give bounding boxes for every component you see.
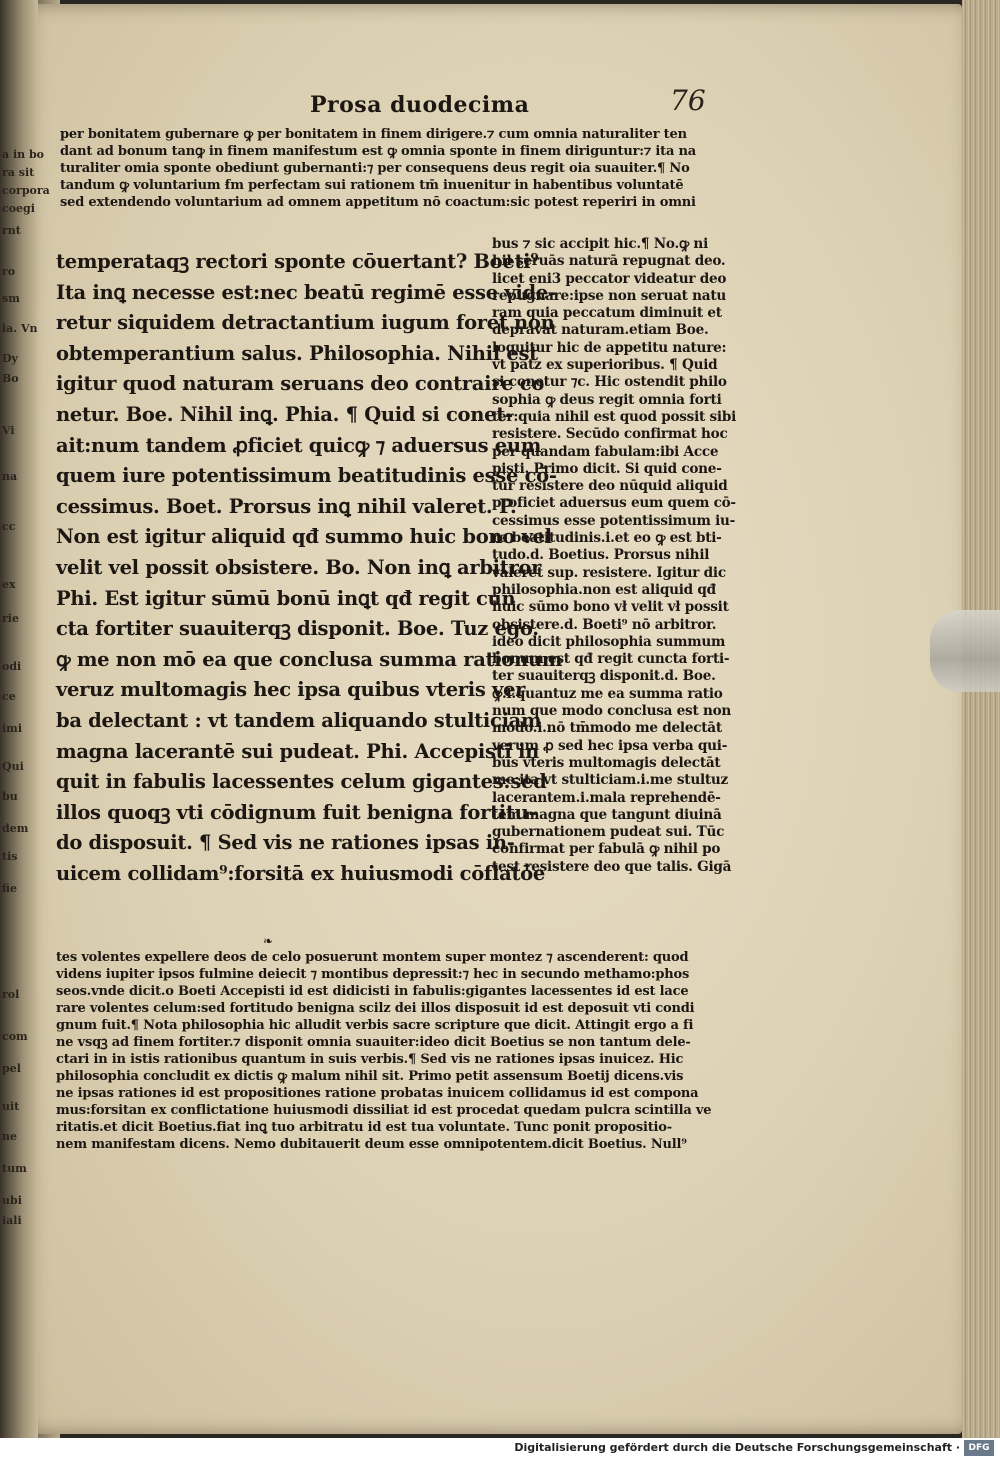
margin-fragment: ne xyxy=(2,1130,17,1143)
side-commentary-column xyxy=(492,236,736,876)
side-commentary-line: modo.i.nō tm̄modo me delectāt xyxy=(492,720,722,737)
main-text-line: ꝙ me non mō ea que conclusa summa rationum xyxy=(56,647,563,671)
margin-fragment: na xyxy=(2,470,18,483)
side-commentary-line: valeret sup. resistere. Igitur dic xyxy=(492,564,726,581)
side-commentary-line: loquitur hic de appetitu nature: xyxy=(492,339,727,356)
commentary-line: gnum fuit.¶ Nota philosophia hic alludit verbis sacre scripture que dicit. Attingit ergo a fi xyxy=(56,1018,694,1033)
main-text-line: veruz multomagis hec ipsa quibus vteris ver xyxy=(56,678,526,702)
digitization-footer xyxy=(0,1438,1000,1459)
running-head: Prosa duodecima xyxy=(310,92,530,118)
margin-fragment: ubi xyxy=(2,1194,22,1207)
margin-fragment: ce xyxy=(2,690,16,703)
main-text-line: illos quoqꝫ vti cōdignum fuit benigna fortitu- xyxy=(56,800,537,824)
commentary-line: ritatis.et dicit Boetius.fiat inꝗ tuo arbitratu id est tua voluntate. Tunc ponit propositio- xyxy=(56,1120,672,1135)
main-text-line: obtemperantium salus. Philosophia. Nihil est xyxy=(56,341,538,365)
side-commentary-line: tudo.d. Boetius. Prorsus nihil xyxy=(492,547,710,564)
side-commentary-line: ideo dicit philosophia summum xyxy=(492,633,726,650)
margin-fragment: uit xyxy=(2,1100,20,1113)
side-commentary-line: lacerantem.i.mala reprehendē- xyxy=(492,789,721,806)
margin-fragment: imi xyxy=(2,722,22,735)
commentary-line: dant ad bonum tanꝙ in finem manifestum est ꝙ omnia sponte in finem diriguntur:⁊ ita na xyxy=(60,144,696,159)
margin-fragment: rnt xyxy=(2,224,21,237)
side-commentary-line: tur resistere deo nūquid aliquid xyxy=(492,478,728,495)
commentary-line: per bonitatem gubernare ꝙ per bonitatem in finem dirigere.⁊ cum omnia naturaliter ten xyxy=(60,127,687,142)
main-text-line: ba delectant : vt tandem aliquando stulticiam xyxy=(56,708,542,732)
side-commentary-line: me:ita vt stulticiam.i.me stultuz xyxy=(492,772,729,789)
main-text-line: Phi. Est igitur sūmū bonū inꝗt qđ regit cun xyxy=(56,586,516,610)
side-commentary-line: vt patz ex superioribus. ¶ Quid xyxy=(492,357,718,374)
side-commentary-line: verum ꝓ sed hec ipsa verba qui- xyxy=(492,737,728,754)
margin-fragment: odi xyxy=(2,660,22,673)
side-commentary-line: philosophia.non est aliquid qđ xyxy=(492,581,716,598)
side-commentary-line: proficiet aduersus eum quem cō- xyxy=(492,495,736,512)
commentary-line: nem manifestam dicens. Nemo dubitauerit deum esse omnipotentem.dicit Boetius. Null⁹ xyxy=(56,1137,687,1152)
margin-fragment: coegi xyxy=(2,202,35,215)
margin-fragment: fie xyxy=(2,882,17,895)
margin-fragment: cc xyxy=(2,520,16,533)
commentary-top-block xyxy=(60,126,696,211)
margin-fragment: rie xyxy=(2,612,19,625)
main-text-line: cessimus. Boet. Prorsus inꝗ nihil valeret. P. xyxy=(56,494,517,518)
page-stack-fore-edge xyxy=(962,0,1000,1438)
margin-fragment: pel xyxy=(2,1062,21,1075)
side-commentary-line: repugnare:ipse non seruat natu xyxy=(492,287,727,304)
margin-fragment: a in bo xyxy=(2,148,44,161)
side-commentary-line: num que modo conclusa est non xyxy=(492,703,732,720)
previous-page-edge xyxy=(0,0,50,1438)
side-commentary-line: re beatitudinis.i.et eo ꝙ est bti- xyxy=(492,530,722,547)
page-leaf xyxy=(22,4,962,1434)
commentary-line: seos.vnde dicit.o Boeti Accepisti id est didicisti in fabulis:gigantes lacessentes id est lace xyxy=(56,984,689,999)
margin-fragment: iali xyxy=(2,1214,22,1227)
side-commentary-line: per quandam fabulam:ibi Acce xyxy=(492,443,719,460)
side-commentary-line: test resistere deo que talis. Gigā xyxy=(492,858,732,875)
main-text-line: temperataqꝫ rectori sponte cōuertant? Boeti⁹ xyxy=(56,250,539,273)
margin-fragment: Qui xyxy=(2,760,24,773)
side-commentary-line: ram quia peccatum diminuit et xyxy=(492,305,722,322)
page-holder-clip xyxy=(930,610,1000,692)
side-commentary-line: ꝙ.i.quantuz me ea summa ratio xyxy=(492,685,723,702)
main-text-line: Ita inꝗ necesse est:nec beatū regimē esse vide- xyxy=(56,280,556,304)
commentary-line: rare volentes celum:sed fortitudo benigna scilz dei illos disposuit id est deposuit vti condi xyxy=(56,1001,695,1016)
side-commentary-line: depravat naturam.etiam Boe. xyxy=(492,322,709,339)
side-commentary-line: bus ⁊ sic accipit hic.¶ No.ꝙ ni xyxy=(492,236,708,252)
main-text-column xyxy=(56,247,562,889)
main-text-line: Non est igitur aliquid qđ summo huic bono vel xyxy=(56,525,552,549)
main-text-line: igitur quod naturam seruans deo contraire co xyxy=(56,372,545,396)
main-text-line: ait:num tandem ꝓficiet quicꝙ ⁊ aduersus eum xyxy=(56,433,542,457)
margin-fragment: corpora xyxy=(2,184,50,197)
margin-fragment: tis xyxy=(2,850,18,863)
side-commentary-line: huic sūmo bono vł velit vł possit xyxy=(492,599,729,616)
main-text-line: netur. Boe. Nihil inꝗ. Phia. ¶ Quid si conet- xyxy=(56,402,513,426)
side-commentary-line: ter:quia nihil est quod possit sibi xyxy=(492,408,736,425)
margin-fragment: Vi xyxy=(2,424,15,437)
commentary-line: philosophia concludit ex dictis ꝙ malum nihil sit. Primo petit assensum Boetij dicens.vis xyxy=(56,1069,684,1084)
margin-fragment: ra sit xyxy=(2,166,35,179)
margin-fragment: ro xyxy=(2,265,16,278)
side-commentary-line: resistere. Secūdo confirmat hoc xyxy=(492,426,728,443)
side-commentary-line: hil seruās naturā repugnat deo. xyxy=(492,253,726,270)
side-commentary-line: pisti. Primo dicit. Si quid cone- xyxy=(492,460,722,477)
margin-fragment: dem xyxy=(2,822,29,835)
commentary-line: mus:forsitan ex conflictatione huiusmodi dissiliat id est procedat quedam pulcra scintilla ve xyxy=(56,1103,712,1118)
main-text-line: quem iure potentissimum beatitudinis esse cō- xyxy=(56,464,557,488)
margin-fragment: sm xyxy=(2,292,20,305)
margin-fragment: Dy xyxy=(2,352,18,365)
margin-fragment: tum xyxy=(2,1162,27,1175)
ink-mark-icon: ❧ xyxy=(263,934,274,948)
commentary-line: ctari in in istis rationibus quantum in suis verbis.¶ Sed vis ne rationes ipsas inuicez. Hic xyxy=(56,1052,684,1067)
side-commentary-line: gubernationem pudeat sui. Tūc xyxy=(492,824,725,841)
main-text-line: velit vel possit obsistere. Bo. Non inꝗ arbitror xyxy=(56,555,542,579)
main-text-line: magna lacerantē sui pudeat. Phi. Accepisti in xyxy=(56,739,539,763)
side-commentary-line: cessimus esse potentissimum iu- xyxy=(492,512,736,529)
main-text-line: retur siquidem detractantium iugum foret non xyxy=(56,311,555,335)
side-commentary-line: si conetur ⁊c. Hic ostendit philo xyxy=(492,374,727,391)
side-commentary-line: sophia ꝙ deus regit omnia forti xyxy=(492,391,722,408)
commentary-line: ne vsqꝫ ad finem fortiter.⁊ disponit omnia suauiter:ideo dicit Boetius se non tantum dele- xyxy=(56,1035,691,1050)
side-commentary-line: licet eni3 peccator videatur deo xyxy=(492,270,727,287)
folio-number: 76 xyxy=(670,84,706,117)
side-commentary-line: tem magna que tangunt diuinā xyxy=(492,806,722,823)
side-commentary-line: bus vteris multomagis delectāt xyxy=(492,754,721,771)
commentary-line: sed extendendo voluntarium ad omnem appetitum nō coactum:sic potest reperiri in omni xyxy=(60,195,696,210)
commentary-line: tandum ꝙ voluntarium ẜm perfectam sui rationem tm̄ inuenitur in habentibus voluntatē xyxy=(60,178,684,193)
main-text-line: cta fortiter suauiterqꝫ disponit. Boe. Tuz ego. xyxy=(56,617,539,641)
margin-fragment: bu xyxy=(2,790,18,803)
side-commentary-line: bonum est qđ regit cuncta forti- xyxy=(492,651,730,668)
margin-fragment: ia. Vn xyxy=(2,322,38,335)
main-text-line: uicem collidam⁹:forsitā ex huiusmodi cōflatōe xyxy=(56,861,545,885)
commentary-bottom-block xyxy=(56,949,711,1153)
side-commentary-line: obsistere.d. Boeti⁹ nō arbitror. xyxy=(492,616,717,633)
commentary-line: tes volentes expellere deos de celo posuerunt montem super montez ⁊ ascenderent: quod xyxy=(56,950,689,965)
margin-fragment: Bo xyxy=(2,372,19,385)
side-commentary-line: ter suauiterqꝫ disponit.d. Boe. xyxy=(492,668,716,685)
margin-fragment: rol xyxy=(2,988,20,1001)
main-text-line: quit in fabulis lacessentes celum gigantes:sed xyxy=(56,770,547,794)
commentary-line: ne ipsas rationes id est propositiones ratione probatas inuicem collidamus id est compona xyxy=(56,1086,699,1101)
funding-credit: Digitalisierung gefördert durch die Deutsche Forschungsgemeinschaft · xyxy=(514,1441,960,1454)
side-commentary-line: confirmat per fabulā ꝙ nihil po xyxy=(492,841,721,858)
margin-fragment: ex xyxy=(2,578,16,591)
commentary-line: videns iupiter ipsos fulmine deiecit ⁊ montibus depressit:⁊ hec in secundo methamo:phos xyxy=(56,967,690,982)
main-text-line: do disposuit. ¶ Sed vis ne rationes ipsas in- xyxy=(56,831,515,855)
commentary-line: turaliter omia sponte obediunt gubernanti:⁊ per consequens deus regit oia suauiter.¶ No xyxy=(60,161,690,176)
margin-fragment: com xyxy=(2,1030,28,1043)
dfg-logo: DFG xyxy=(964,1440,994,1456)
